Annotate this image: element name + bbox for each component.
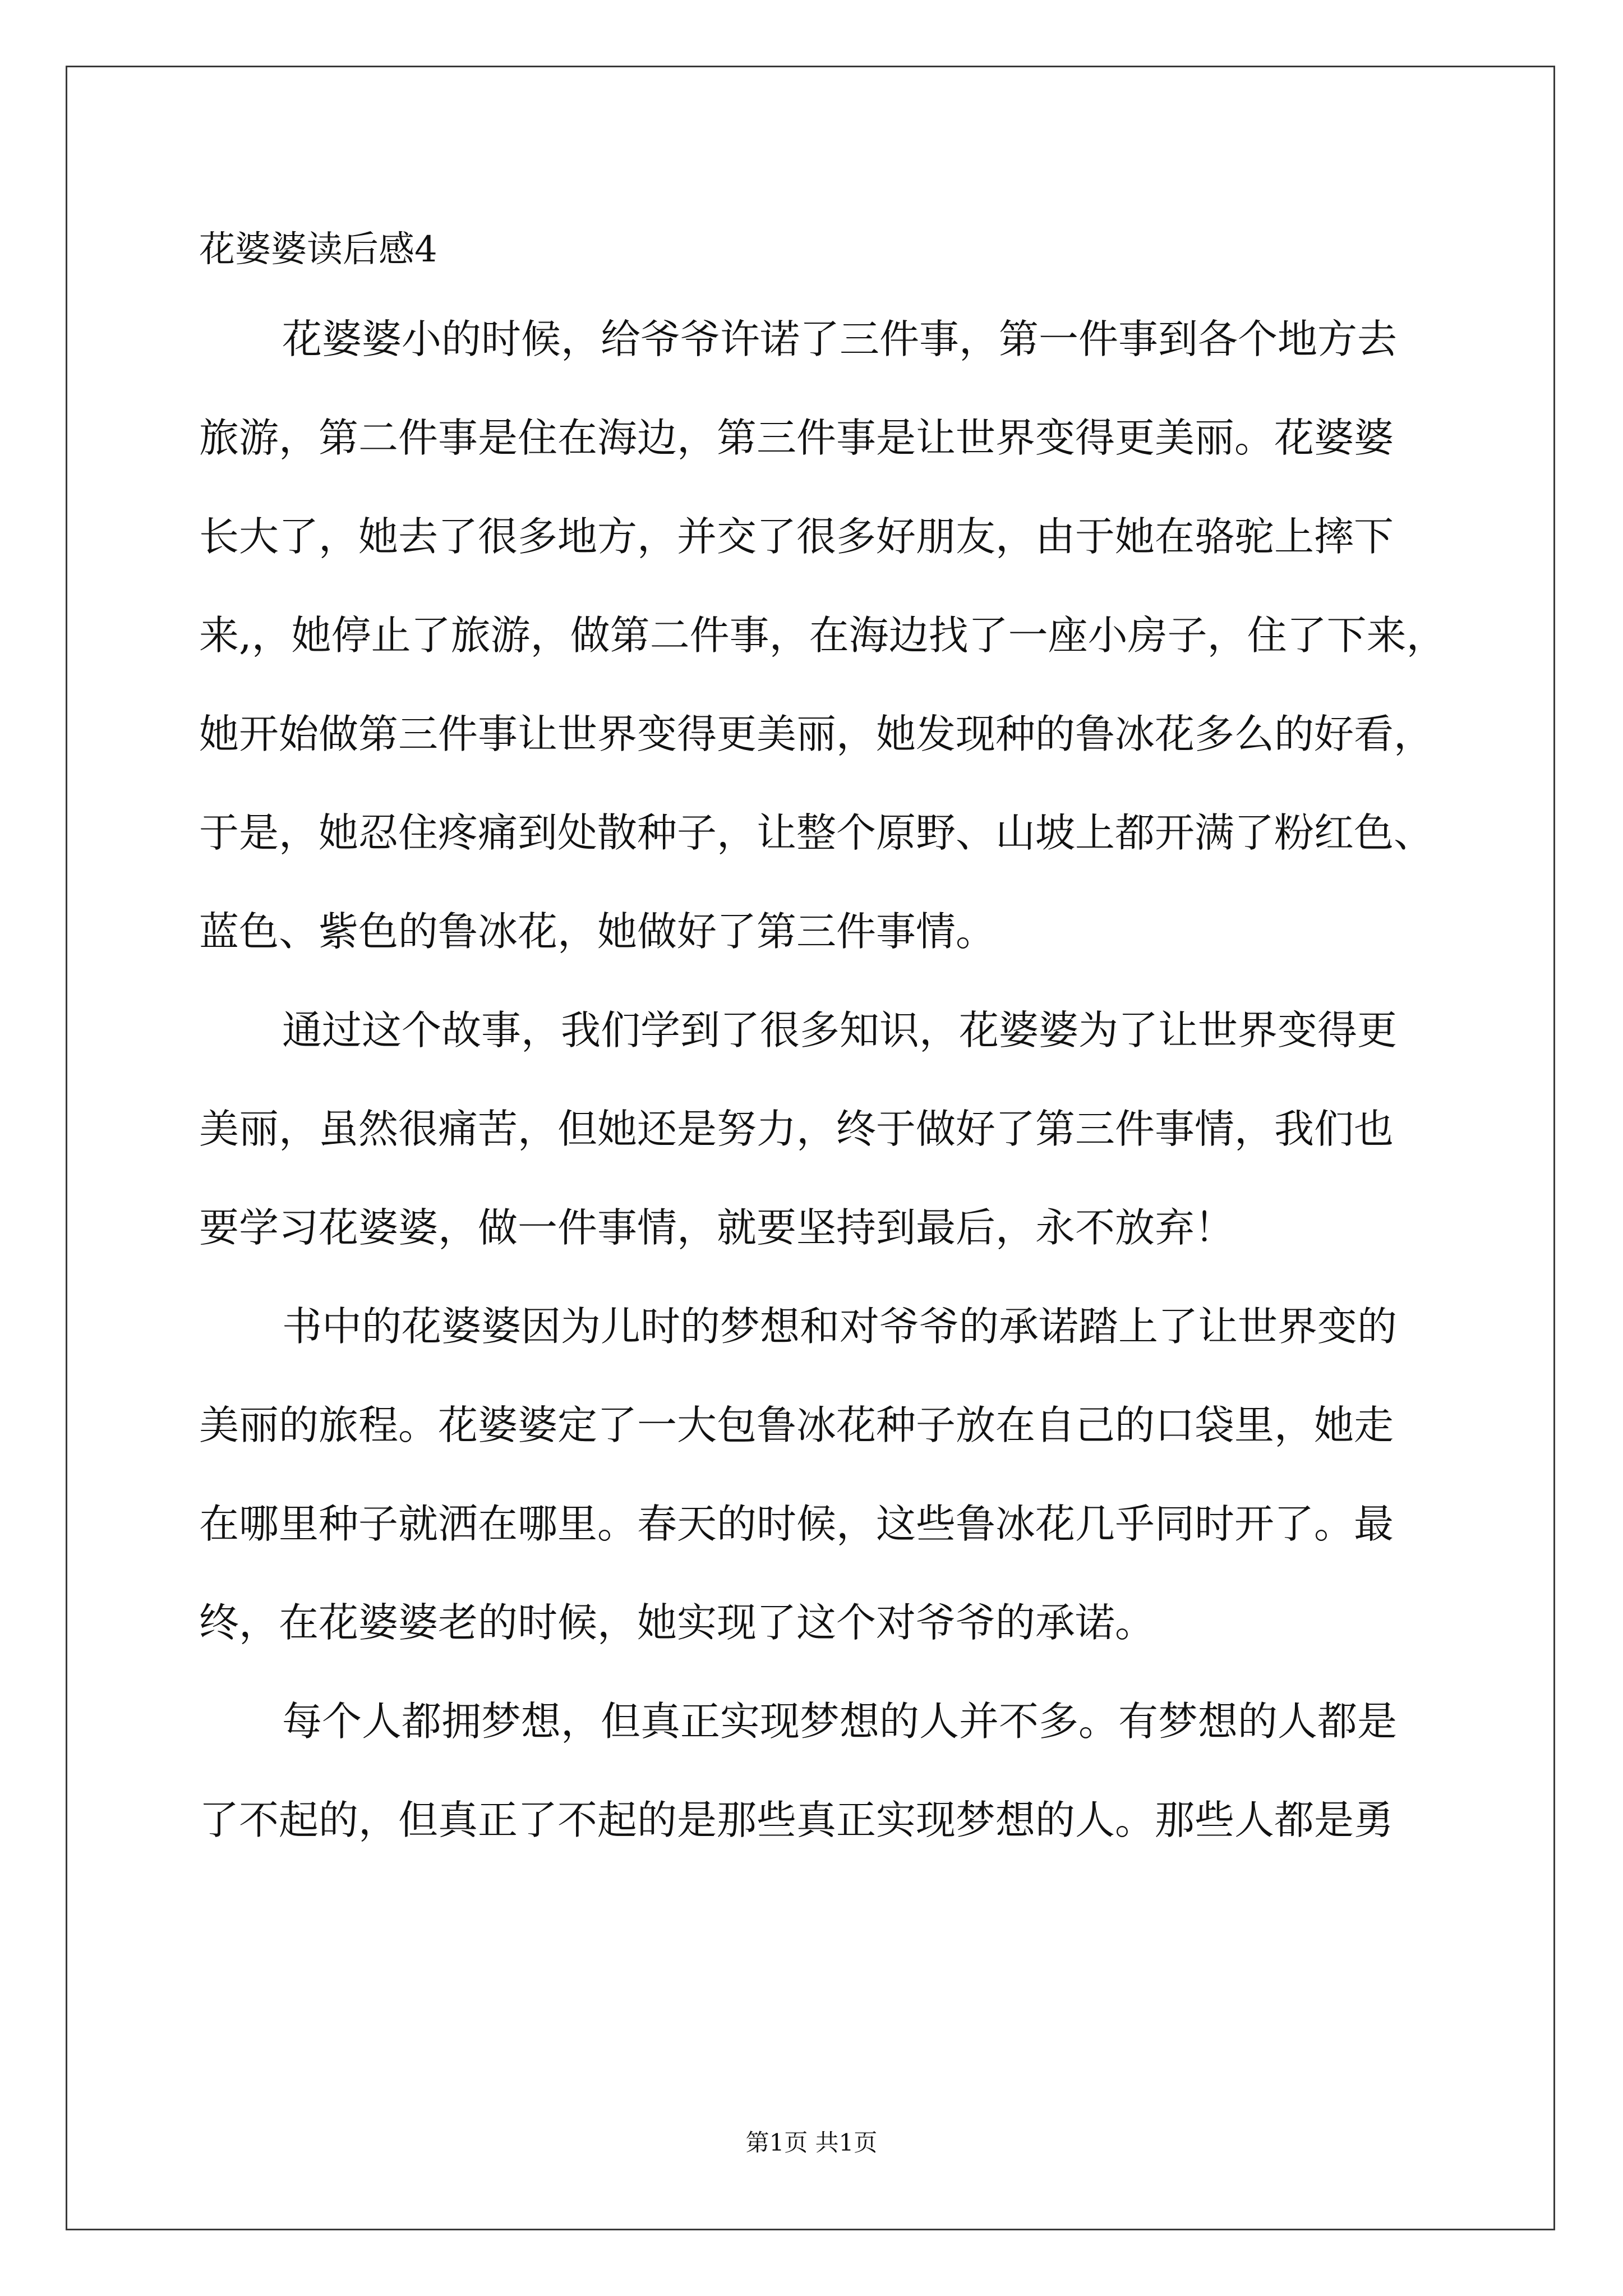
paragraph-line: 了不起的，但真正了不起的是那些真正实现梦想的人。那些人都是勇 (199, 1797, 1394, 1843)
page-footer: 第1页 共1页 (745, 2129, 878, 2156)
paragraph-line: 终，在花婆婆老的时候，她实现了这个对爷爷的承诺。 (199, 1599, 1155, 1646)
paragraph-line: 花婆婆小的时候，给爷爷许诺了三件事，第一件事到各个地方去 (282, 316, 1398, 362)
paragraph-line: 于是，她忍住疼痛到处散种子，让整个原野、山坡上都开满了粉红色、 (199, 809, 1434, 856)
paragraph-line: 要学习花婆婆，做一件事情，就要坚持到最后，永不放弃！ (199, 1204, 1235, 1251)
paragraph-line: 在哪里种子就洒在哪里。春天的时候，这些鲁冰花几乎同时开了。最 (199, 1501, 1394, 1547)
paragraph-line: 长大了，她去了很多地方，并交了很多好朋友，由于她在骆驼上摔下 (199, 513, 1394, 560)
paragraph-line: 来,，她停止了旅游，做第二件事，在海边找了一座小房子，住了下来， (199, 612, 1446, 659)
paragraph-line: 每个人都拥梦想，但真正实现梦想的人并不多。有梦想的人都是 (282, 1698, 1398, 1745)
paragraph-line: 美丽的旅程。花婆婆定了一大包鲁冰花种子放在自己的口袋里，她走 (199, 1402, 1394, 1448)
paragraph-line: 通过这个故事，我们学到了很多知识，花婆婆为了让世界变得更 (282, 1007, 1398, 1053)
paragraph-line: 书中的花婆婆因为儿时的梦想和对爷爷的承诺踏上了让世界变的 (282, 1303, 1398, 1350)
document-title: 花婆婆读后感4 (199, 229, 437, 270)
paragraph-line: 旅游，第二件事是住在海边，第三件事是让世界变得更美丽。花婆婆 (199, 415, 1394, 461)
paragraph-line: 她开始做第三件事让世界变得更美丽，她发现种的鲁冰花多么的好看， (199, 711, 1434, 757)
paragraph-line: 蓝色、紫色的鲁冰花，她做好了第三件事情。 (199, 908, 996, 955)
paragraph-line: 美丽，虽然很痛苦，但她还是努力，终于做好了第三件事情，我们也 (199, 1106, 1394, 1152)
